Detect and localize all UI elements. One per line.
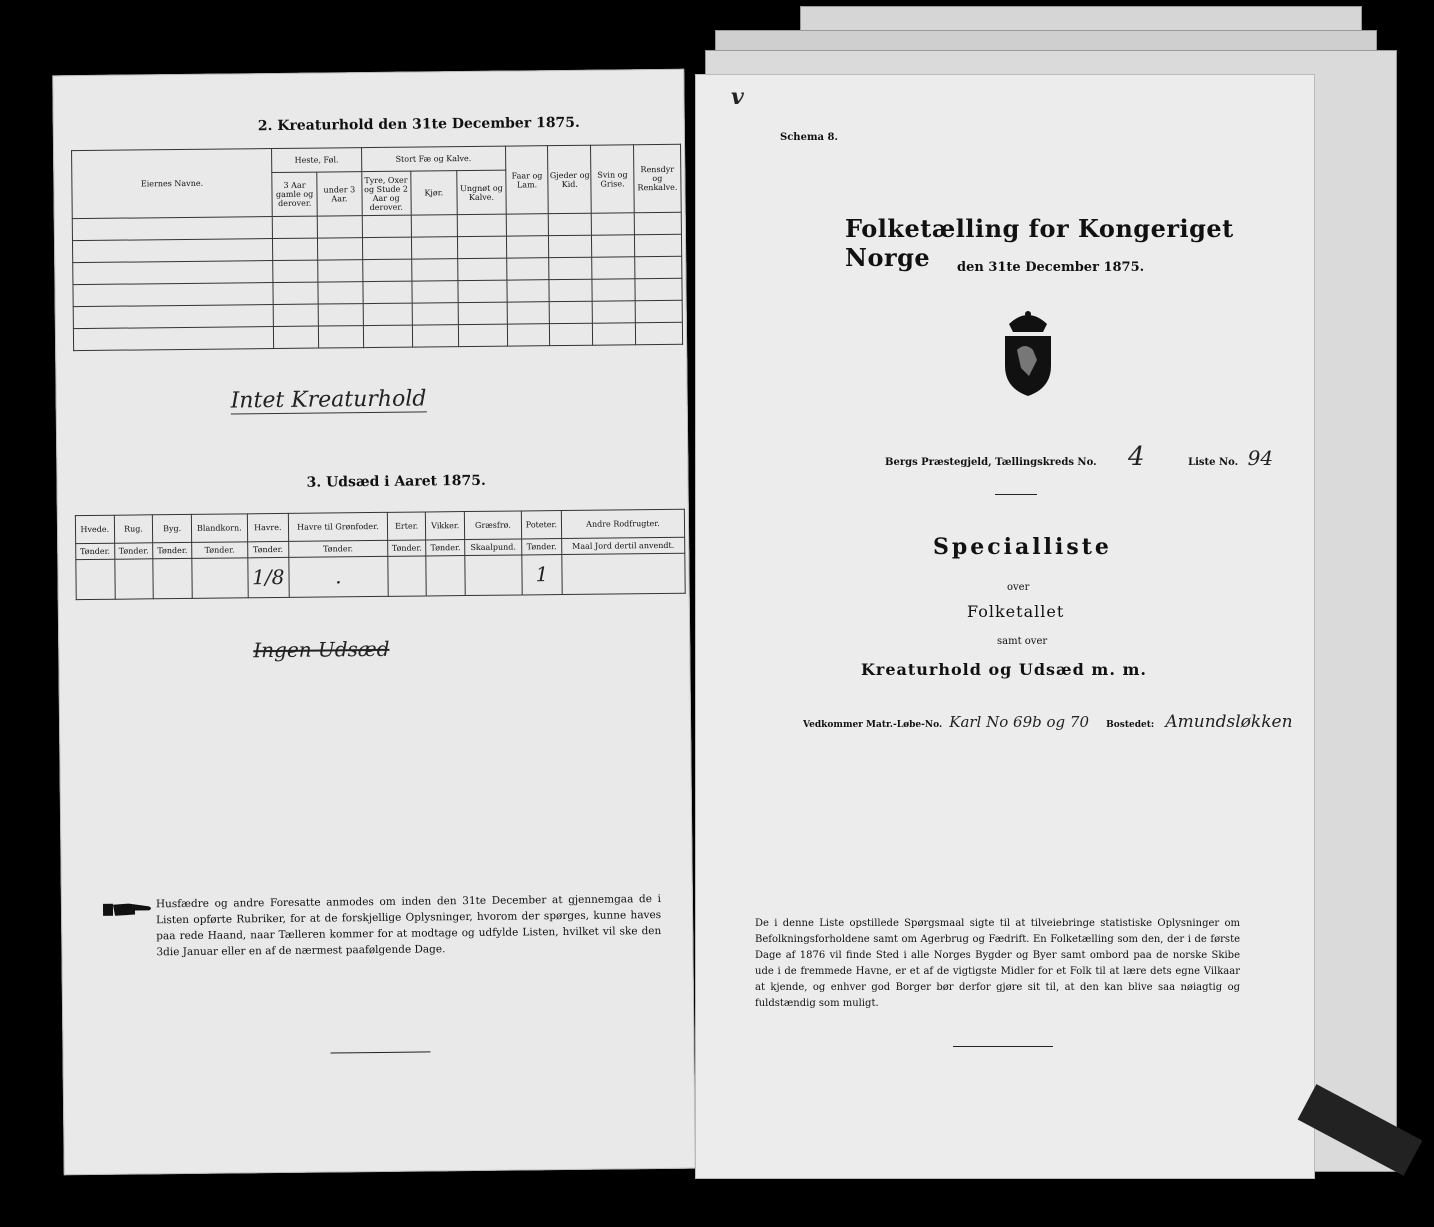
sowing-col-unit: Tønder. xyxy=(426,540,465,556)
storfe-group-header: Stort Fæ og Kalve. xyxy=(361,146,505,172)
sowing-col-name: Blandkorn. xyxy=(191,514,247,543)
sowing-col-name: Andre Rodfrugter. xyxy=(561,509,684,538)
sowing-col-name: Erter. xyxy=(387,512,426,540)
sowing-col-name: Havre. xyxy=(247,513,288,541)
sowing-col-unit: Tønder. xyxy=(76,543,115,559)
sowing-col-value xyxy=(153,558,192,598)
matr-line xyxy=(803,712,1323,732)
heste-group-header: Heste, Føl. xyxy=(272,148,362,173)
sowing-title: 3. Udsæd i Aaret 1875. xyxy=(306,472,486,491)
sowing-col-unit: Maal Jord dertil anvendt. xyxy=(562,537,685,554)
sowing-col-unit: Tønder. xyxy=(153,542,192,558)
right-page xyxy=(695,74,1315,1179)
livestock-title: 2. Kreaturhold den 31te December 1875. xyxy=(257,114,580,135)
sowing-col-value: . xyxy=(289,556,388,597)
livestock-table xyxy=(71,144,683,351)
district-line xyxy=(885,442,1305,472)
right-bottom-rule xyxy=(953,1046,1053,1047)
vedkommer-label: Vedkommer Matr.-Løbe-No. xyxy=(803,720,943,730)
owner-header: Eiernes Navne. xyxy=(72,149,273,219)
left-bottom-rule xyxy=(331,1051,431,1053)
district-number: 4 xyxy=(1128,442,1145,472)
schema-label: Schema 8. xyxy=(780,132,838,143)
right-rule-1 xyxy=(995,494,1037,495)
sowing-col-unit: Skaalpund. xyxy=(465,539,522,556)
sowing-col-unit: Tønder. xyxy=(521,539,561,555)
sowing-col-value xyxy=(114,559,153,599)
sowing-col-value xyxy=(426,556,465,596)
left-page xyxy=(52,69,695,1176)
sowing-col-name: Havre til Grønfoder. xyxy=(288,512,387,541)
district-prefix: Bergs Præstegjeld, Tællingskreds No. xyxy=(885,457,1097,468)
census-title: Folketælling for Kongeriget Norge xyxy=(845,214,1234,272)
matr-handwritten: Karl No 69b og 70 xyxy=(949,713,1089,731)
census-date: den 31te December 1875. xyxy=(957,260,1145,275)
sowing-col-value xyxy=(76,559,115,599)
ungnot-header: Ungnøt og Kalve. xyxy=(457,170,506,215)
sowing-col-value xyxy=(388,556,427,596)
sowing-col-value xyxy=(562,553,685,594)
sowing-col-name: Græsfrø. xyxy=(464,511,521,540)
bostedet-label: Bostedet: xyxy=(1106,720,1155,730)
sowing-col-value: 1 xyxy=(522,555,563,595)
heste-old-header: 3 Aar gamle og derover. xyxy=(272,172,317,216)
special-title: Specialliste xyxy=(933,534,1112,560)
kreaturhold-label: Kreaturhold og Udsæd m. m. xyxy=(861,660,1147,679)
sowing-col-name: Vikker. xyxy=(426,512,465,540)
sowing-col-name: Rug. xyxy=(114,515,153,543)
sowing-handwritten-note xyxy=(253,637,389,662)
samt-over-label: samt over xyxy=(997,636,1048,647)
sowing-col-unit: Tønder. xyxy=(192,542,248,559)
tyre-header: Tyre, Oxer og Stude 2 Aar og derover. xyxy=(362,171,411,216)
sowing-col-name: Poteter. xyxy=(521,511,561,539)
sowing-col-unit: Tønder. xyxy=(387,540,426,556)
heste-young-header: under 3 Aar. xyxy=(317,172,362,216)
over-label: over xyxy=(1007,582,1030,593)
faar-header: Faar og Lam. xyxy=(505,146,548,214)
pointing-hand-icon xyxy=(103,900,153,919)
kjor-header: Kjør. xyxy=(410,171,457,215)
rensdyr-header: Rensdyr og Renkalve. xyxy=(634,144,682,212)
coat-of-arms-icon xyxy=(999,306,1057,402)
svin-header: Svin og Grise. xyxy=(591,145,634,213)
sowing-col-name: Byg. xyxy=(153,514,192,542)
corner-mark: v xyxy=(731,84,744,110)
sowing-col-unit: Tønder. xyxy=(114,543,153,559)
gjeder-header: Gjeder og Kid. xyxy=(548,145,591,213)
sowing-table xyxy=(75,509,686,600)
sowing-col-name: Hvede. xyxy=(75,515,114,543)
sowing-col-value xyxy=(465,555,522,596)
folketallet-label: Folketallet xyxy=(967,602,1065,621)
list-prefix: Liste No. xyxy=(1188,457,1239,468)
bosted-handwritten: Amundsløkken xyxy=(1165,712,1293,732)
sowing-col-value xyxy=(192,558,248,599)
sowing-col-unit: Tønder. xyxy=(289,540,388,557)
left-notice: Husfædre og andre Foresatte anmodes om inden den 31te December at gjennemgaa de i Listen opførte Rubriker, for at de forskjellige Oplysninger, hvorom der spørges, kunne haves paa rede Haand, naar Tælleren kommer for at modtage og udfylde Listen, hvilket vil ske den 3die Januar eller en af de nærmest paafølgende Dage. xyxy=(155,893,662,959)
livestock-handwritten-note: Intet Kreaturhold xyxy=(230,386,427,414)
list-number: 94 xyxy=(1247,446,1274,470)
right-notice: De i denne Liste opstillede Spørgsmaal sigte til at tilveiebringe statistiske Oplysninger om Befolkningsforholdene samt om Agerbrug og Fædrift. En Folketælling som den, der i de første Dage af 1876 vil finde Sted i alle Norges Bygder og Byer samt ombord paa de norske Skibe ude i de fremmede Havne, er et af de vigtigste Midler for et Folk til at lære dets egne Vilkaar at kjende, og enhver god Borger bør derfor gjøre sit til, at den kan blive saa nøiagtig og fuldstændig som muligt. xyxy=(755,918,1240,1009)
sowing-col-value: 1/8 xyxy=(248,557,290,597)
sowing-note-text: Ingen Udsæd xyxy=(253,636,390,663)
sowing-col-unit: Tønder. xyxy=(247,541,288,557)
